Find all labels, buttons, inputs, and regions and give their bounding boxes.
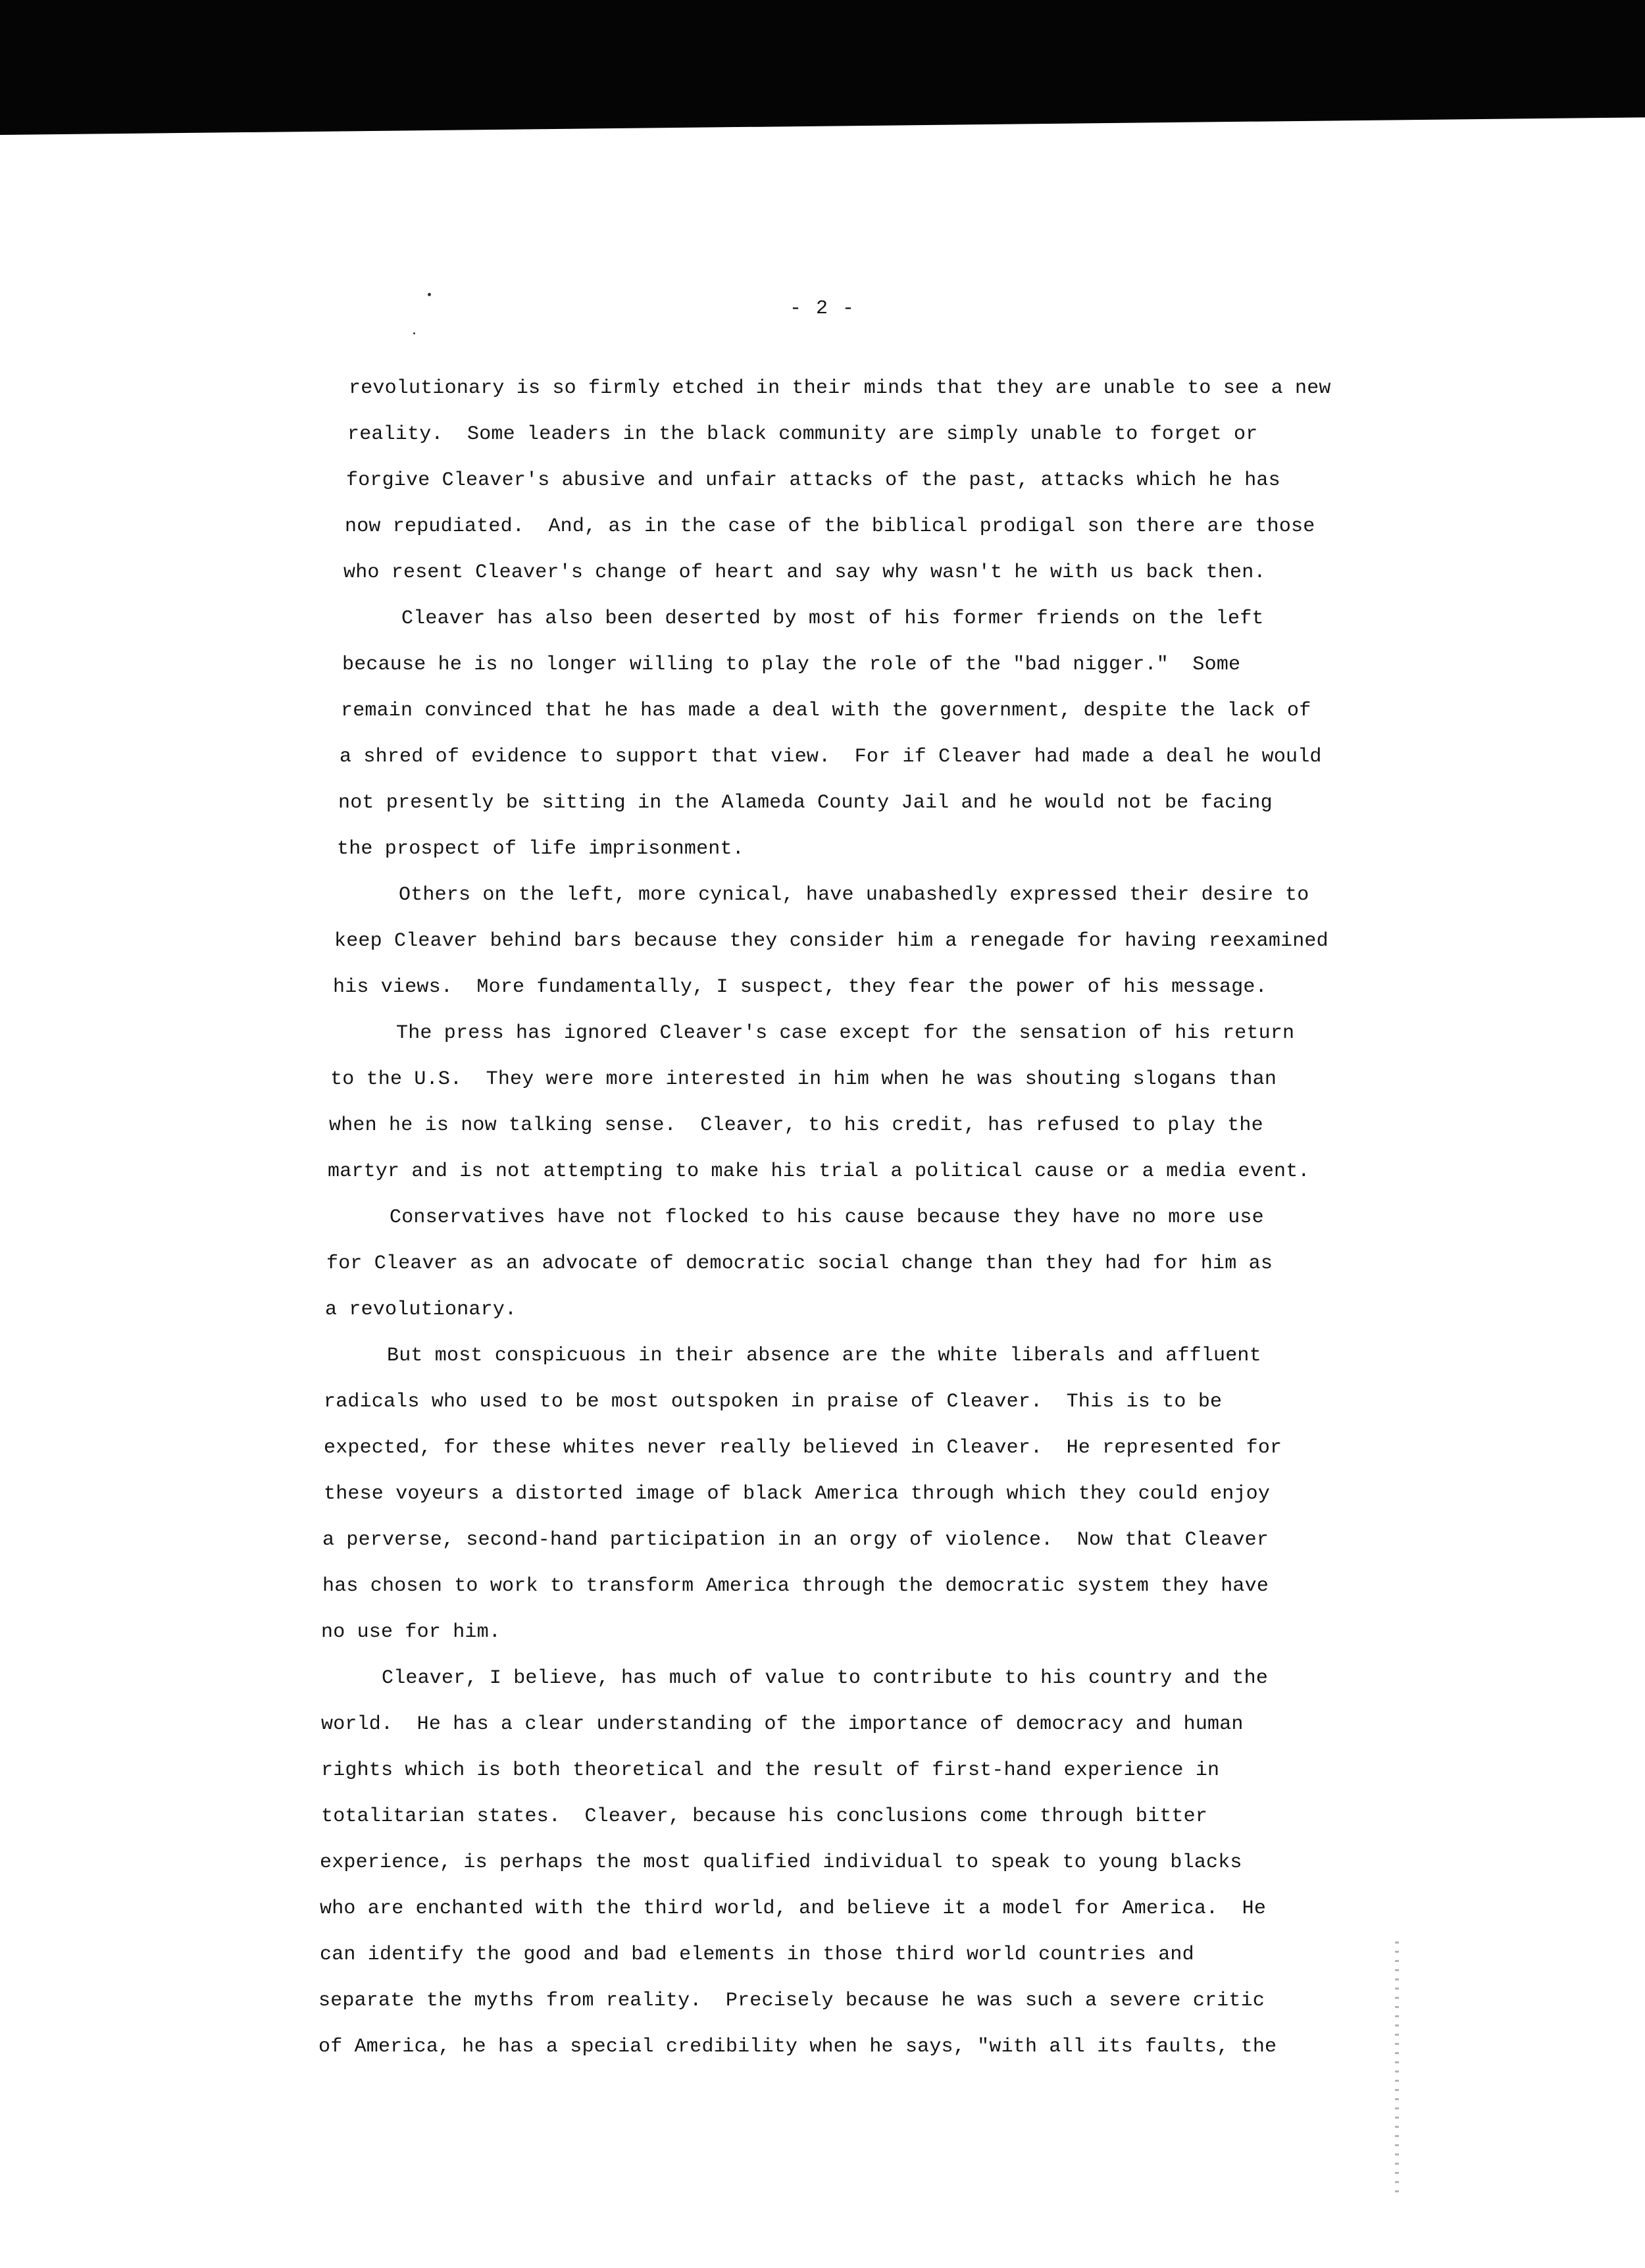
scan-border [0, 0, 1645, 135]
paragraph-first-line: Cleaver, I believe, has much of value to contribute to his country and the [382, 1667, 1269, 1689]
text-line: reality. Some leaders in the black community are simply unable to forget or [347, 423, 1258, 446]
text-line: his views. More fundamentally, I suspect, they fear the power of his message. [333, 976, 1267, 998]
paragraph-first-line: Others on the left, more cynical, have unabashedly expressed their desire to [399, 884, 1309, 906]
text-line: because he is no longer willing to play the role of the "bad nigger." Some [342, 654, 1241, 676]
text-line: forgive Cleaver's abusive and unfair attacks of the past, attacks which he has [346, 469, 1280, 492]
paragraph-first-line: Cleaver has also been deserted by most of his former friends on the left [401, 607, 1264, 630]
text-line: no use for him. [321, 1621, 501, 1643]
text-line: of America, he has a special credibility when he says, "with all its faults, the [318, 2036, 1277, 2058]
text-line: keep Cleaver behind bars because they consider him a renegade for having reexamined [334, 930, 1329, 952]
text-line: a shred of evidence to support that view. For if Cleaver had made a deal he would [340, 746, 1322, 768]
text-line: world. He has a clear understanding of the importance of democracy and human [321, 1713, 1244, 1736]
text-line: these voyeurs a distorted image of black America through which they could enjoy [324, 1483, 1271, 1505]
text-line: the prospect of life imprisonment. [337, 838, 744, 860]
scan-speck [428, 293, 431, 296]
text-line: who resent Cleaver's change of heart and say why wasn't he with us back then. [343, 561, 1266, 584]
text-line: experience, is perhaps the most qualified individual to speak to young blacks [320, 1851, 1242, 1874]
text-line: expected, for these whites never really believed in Cleaver. He represented for [324, 1437, 1282, 1459]
text-line: when he is now talking sense. Cleaver, to his credit, has refused to play the [329, 1114, 1263, 1137]
text-line: a revolutionary. [325, 1299, 517, 1321]
paragraph-first-line: Conservatives have not flocked to his cause because they have no more use [390, 1206, 1264, 1229]
scan-margin-marks [1395, 1942, 1399, 2198]
text-line: rights which is both theoretical and the result of first-hand experience in [321, 1759, 1220, 1782]
text-line: can identify the good and bad elements in those third world countries and [320, 1944, 1194, 1966]
text-line: separate the myths from reality. Precisely because he was such a severe critic [318, 1990, 1265, 2012]
text-line: a perverse, second-hand participation in an orgy of violence. Now that Cleaver [322, 1529, 1269, 1551]
text-line: has chosen to work to transform America through the democratic system they have [322, 1575, 1269, 1597]
text-line: totalitarian states. Cleaver, because his conclusions come through bitter [321, 1805, 1208, 1828]
text-line: remain convinced that he has made a deal with the government, despite the lack of [341, 700, 1311, 722]
text-line: not presently be sitting in the Alameda County Jail and he would not be facing [338, 792, 1273, 814]
paragraph-first-line: But most conspicuous in their absence are the white liberals and affluent [387, 1345, 1261, 1367]
scan-speck [413, 332, 415, 334]
text-line: martyr and is not attempting to make his trial a political cause or a media event. [328, 1160, 1310, 1183]
text-line: revolutionary is so firmly etched in their minds that they are unable to see a new [349, 377, 1331, 399]
text-line: now repudiated. And, as in the case of the biblical prodigal son there are those [345, 515, 1315, 538]
text-line: who are enchanted with the third world, and believe it a model for America. He [320, 1897, 1267, 1920]
text-line: radicals who used to be most outspoken in praise of Cleaver. This is to be [324, 1391, 1223, 1413]
text-line: for Cleaver as an advocate of democratic social change than they had for him as [326, 1252, 1273, 1275]
paragraph-first-line: The press has ignored Cleaver's case except for the sensation of his return [396, 1022, 1295, 1044]
text-line: to the U.S. They were more interested in him when he was shouting slogans than [330, 1068, 1277, 1091]
page-number: - 2 - [789, 297, 855, 320]
